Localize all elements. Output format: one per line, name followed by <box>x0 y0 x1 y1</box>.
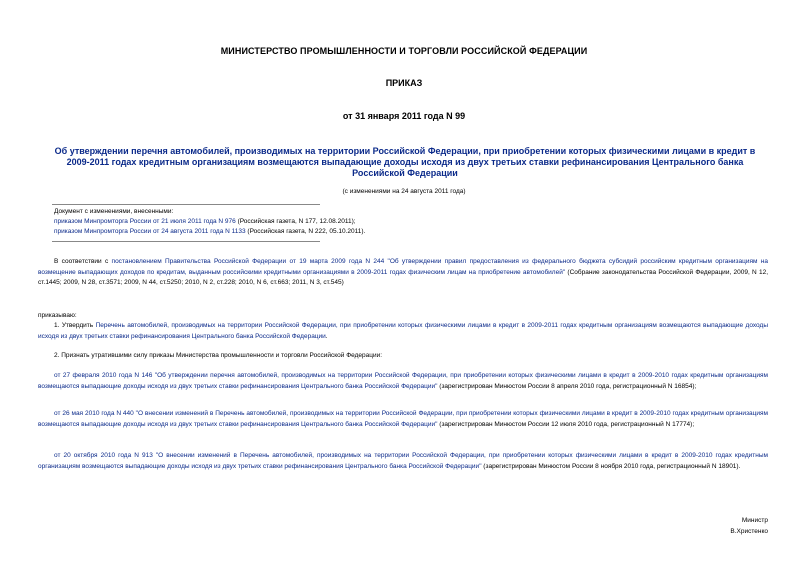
document-date: от 31 января 2011 года N 99 <box>342 111 466 121</box>
amendment-item-2 <box>54 227 474 237</box>
amended-note: (с изменениями на 24 августа 2011 года) <box>342 188 466 195</box>
repealed-order-a-link[interactable]: от 27 февраля 2010 года N 146 "Об утверждении перечня автомобилей, производимых на территории Российской Федерации, при приобретении которых физическими лицами в кредит в 2009-2010 годах кредитным организациям возмещаются выпадающие доходы исходя из двух третьих ставки рефинансирования Центрального банка Российской Федерации" <box>38 372 768 390</box>
document-type: ПРИКАЗ <box>385 78 423 88</box>
amendment-link-1[interactable]: приказом Минпромторга России от 21 июля 2011 года N 976 <box>54 218 236 225</box>
government-decree-link[interactable]: постановлением Правительства Российской Федерации от 19 марта 2009 года N 244 "Об утверждении правил предоставления из федерального бюджета субсидий российским кредитным организациям на возмещение выпадающих доходов по кредитам, выданным российскими кредитными организациями в 2009-2011 годах физическим лицам на приобретение автомобилей" <box>38 258 769 276</box>
item-2-paragraph: 2. Признать утратившими силу приказы Министерства промышленности и торговли Российской Федерации: <box>54 352 383 359</box>
repealed-order-c-link[interactable]: от 20 октября 2010 года N 913 "О внесении изменений в Перечень автомобилей, производимых на территории Российской Федерации, при приобретении которых физическими лицами в кредит в 2009-2010 годах кредитным организациям возмещаются выпадающие доходы исходя из двух третьих ставки рефинансирования Центрального банка Российской Федерации" <box>38 452 768 470</box>
amendment-text-1: (Российская газета, N 177, 12.08.2011); <box>235 218 356 225</box>
divider-bottom <box>52 241 320 242</box>
document-title <box>42 146 768 179</box>
amendment-text-2: (Российская газета, N 222, 05.10.2011). <box>245 228 366 235</box>
ministry-heading: МИНИСТЕРСТВО ПРОМЫШЛЕННОСТИ И ТОРГОВЛИ РОССИЙСКОЙ ФЕДЕРАЦИИ <box>220 46 588 56</box>
item-1-paragraph <box>38 321 768 342</box>
repealed-order-a <box>38 371 768 392</box>
vehicle-list-link[interactable]: Перечень автомобилей, производимых на территории Российской Федерации, при приобретении которых физическими лицами в кредит в 2009-2011 годах кредитным организациям возмещаются выпадающие доходы исходя из двух третьих ставки рефинансирования Центрального банка Российской Федерации <box>38 322 768 340</box>
order-word: приказываю: <box>38 312 77 319</box>
repealed-order-c-text: (зарегистрирован Минюстом России 8 ноября 2010 года, регистрационный N 18901). <box>481 462 741 470</box>
signatory-name: В.Христенко <box>730 527 768 535</box>
repealed-order-c <box>38 451 768 472</box>
repealed-order-b-link[interactable]: от 26 мая 2010 года N 440 "О внесении изменений в Перечень автомобилей, производимых на территории Российской Федерации, при приобретении которых физическими лицами в кредит в 2009-2010 годах кредитным организациям возмещаются выпадающие доходы исходя из двух третьих ставки рефинансирования Центрального банка Российской Федерации" <box>38 410 768 428</box>
amendments-note <box>54 207 474 237</box>
item-1-post: . <box>325 332 328 340</box>
repealed-order-a-text: (зарегистрирован Минюстом России 8 апреля 2010 года, регистрационный N 16854); <box>437 382 697 390</box>
divider-top <box>52 204 320 205</box>
title-prefix: Об утверждении <box>54 146 132 156</box>
repealed-order-b <box>38 409 768 430</box>
item-1-pre: 1. Утвердить <box>54 322 96 329</box>
amendments-heading: Документ с изменениями, внесенными: <box>54 208 174 215</box>
preamble-pre: В соответствии с <box>54 258 112 265</box>
repealed-order-b-text: (зарегистрирован Минюстом России 12 июля 2010 года, регистрационный N 17774); <box>437 420 695 428</box>
preamble-paragraph <box>38 257 768 289</box>
amendment-link-2[interactable]: приказом Минпромторга России от 24 августа 2011 года N 1133 <box>54 228 246 235</box>
signature-block <box>730 516 768 537</box>
title-link[interactable]: перечня автомобилей, производимых на территории Российской Федерации, при приобретении которых физическими лицами в кредит в 2009-2011 годах кредитным организациям возмещаются выпадающие доходы исходя из двух третьих ставки рефинансирования Центрального банка Российской Федерации <box>66 146 756 178</box>
amendment-item-1 <box>54 217 474 227</box>
signatory-position: Министр <box>741 517 768 524</box>
preamble-post: (Собрание законодательства Российской Федерации, 2009, N 12, ст.1445; 2009, N 28, ст.3571; 2009, N 44, ст.5250; 2010, N 2, ст.228; 2010, N 6, ст.663; 2011, N 3, ст.545) <box>38 268 768 286</box>
